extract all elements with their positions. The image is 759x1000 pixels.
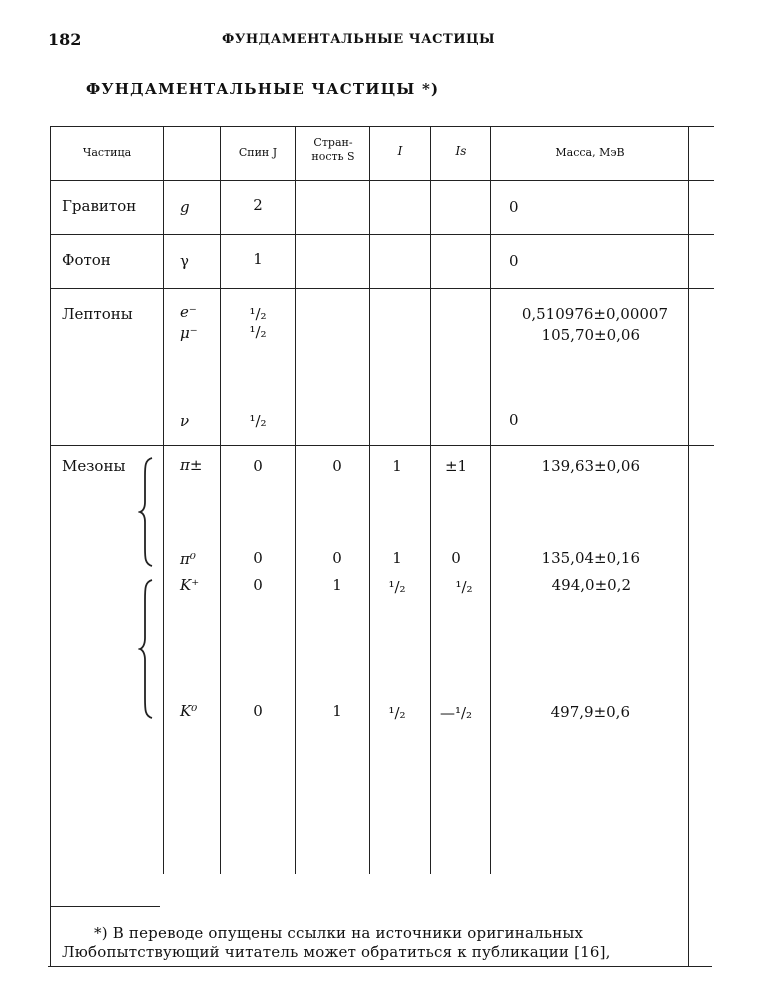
symbol-neutrino: ν <box>180 412 190 430</box>
spin-photon: 1 <box>253 250 263 268</box>
category-mesons: Мезоны <box>62 457 126 475</box>
header-isospin: I <box>397 144 403 158</box>
symbol-muon: μ⁻ <box>180 324 198 342</box>
strangeness-pi-zero: 0 <box>332 549 342 567</box>
spin-neutrino: ¹/₂ <box>249 412 267 430</box>
row-rule-photon <box>50 288 714 289</box>
header-isospin-projection: Is <box>455 144 467 158</box>
table-left-rule <box>50 126 51 966</box>
brace-pions <box>138 456 158 568</box>
page-number: 182 <box>48 30 82 49</box>
is-pi-zero: 0 <box>451 549 461 567</box>
table-bottom-rule <box>48 966 712 967</box>
spin-k-plus: 0 <box>253 576 263 594</box>
footnote-line-1: *) В переводе опущены ссылки на источники оригинальных <box>94 924 584 942</box>
header-strangeness-2: ность S <box>311 150 355 163</box>
mass-photon: 0 <box>509 252 519 270</box>
header-spin: Спин J <box>238 146 278 159</box>
symbol-graviton: g <box>180 198 190 216</box>
is-k-plus: ¹/₂ <box>455 578 473 596</box>
mass-pi-charged: 139,63±0,06 <box>541 457 640 475</box>
is-k-zero: —¹/₂ <box>439 704 473 722</box>
symbol-electron: e⁻ <box>180 303 197 321</box>
isospin-pi-zero: 1 <box>392 549 402 567</box>
isospin-k-plus: ¹/₂ <box>388 578 406 596</box>
col-rule-symbol <box>163 126 164 874</box>
mass-electron: 0,510976±0,00007 <box>521 305 668 323</box>
running-title: ФУНДАМЕНТАЛЬНЫЕ ЧАСТИЦЫ <box>222 32 496 47</box>
spin-graviton: 2 <box>253 196 263 214</box>
col-rule-isospin <box>369 126 370 874</box>
row-rule-graviton <box>50 234 714 235</box>
strangeness-k-plus: 1 <box>332 576 342 594</box>
table-top-rule <box>50 126 714 127</box>
mass-k-zero: 497,9±0,6 <box>550 703 630 721</box>
header-strangeness-1: Стран- <box>313 136 353 149</box>
mass-muon: 105,70±0,06 <box>541 326 640 344</box>
is-pi-charged: ±1 <box>444 457 468 475</box>
table-right-rule <box>688 126 689 966</box>
category-leptons: Лептоны <box>62 305 133 323</box>
header-particle: Частица <box>82 146 132 159</box>
isospin-pi-charged: 1 <box>392 457 402 475</box>
col-rule-mass <box>490 126 491 874</box>
brace-kaons <box>138 578 158 720</box>
col-rule-strangeness <box>295 126 296 874</box>
symbol-pi-zero: π⁰ <box>180 550 196 568</box>
spin-pi-charged: 0 <box>253 457 263 475</box>
mass-pi-zero: 135,04±0,16 <box>541 549 640 567</box>
spin-electron: ¹/₂ <box>249 305 267 323</box>
spin-k-zero: 0 <box>253 702 263 720</box>
symbol-k-zero: K⁰ <box>180 702 198 720</box>
spin-muon: ¹/₂ <box>249 323 267 341</box>
col-rule-is <box>430 126 431 874</box>
category-photon: Фотон <box>62 251 111 269</box>
strangeness-k-zero: 1 <box>332 702 342 720</box>
symbol-pi-charged: π± <box>180 456 203 474</box>
symbol-photon: γ <box>180 252 189 270</box>
footnote-rule <box>50 906 160 907</box>
table-title: ФУНДАМЕНТАЛЬНЫЕ ЧАСТИЦЫ *) <box>86 80 440 98</box>
spin-pi-zero: 0 <box>253 549 263 567</box>
symbol-k-plus: K⁺ <box>180 576 200 594</box>
strangeness-pi-charged: 0 <box>332 457 342 475</box>
row-rule-leptons <box>50 445 714 446</box>
isospin-k-zero: ¹/₂ <box>388 704 406 722</box>
mass-k-plus: 494,0±0,2 <box>551 576 631 594</box>
category-graviton: Гравитон <box>62 197 137 215</box>
mass-neutrino: 0 <box>509 411 519 429</box>
col-rule-spin <box>220 126 221 874</box>
mass-graviton: 0 <box>509 198 519 216</box>
header-bottom-rule <box>50 180 714 181</box>
header-mass: Масса, МэВ <box>555 146 625 159</box>
footnote-line-2: Любопытствующий читатель может обратиться к публикации [16], <box>62 943 611 961</box>
